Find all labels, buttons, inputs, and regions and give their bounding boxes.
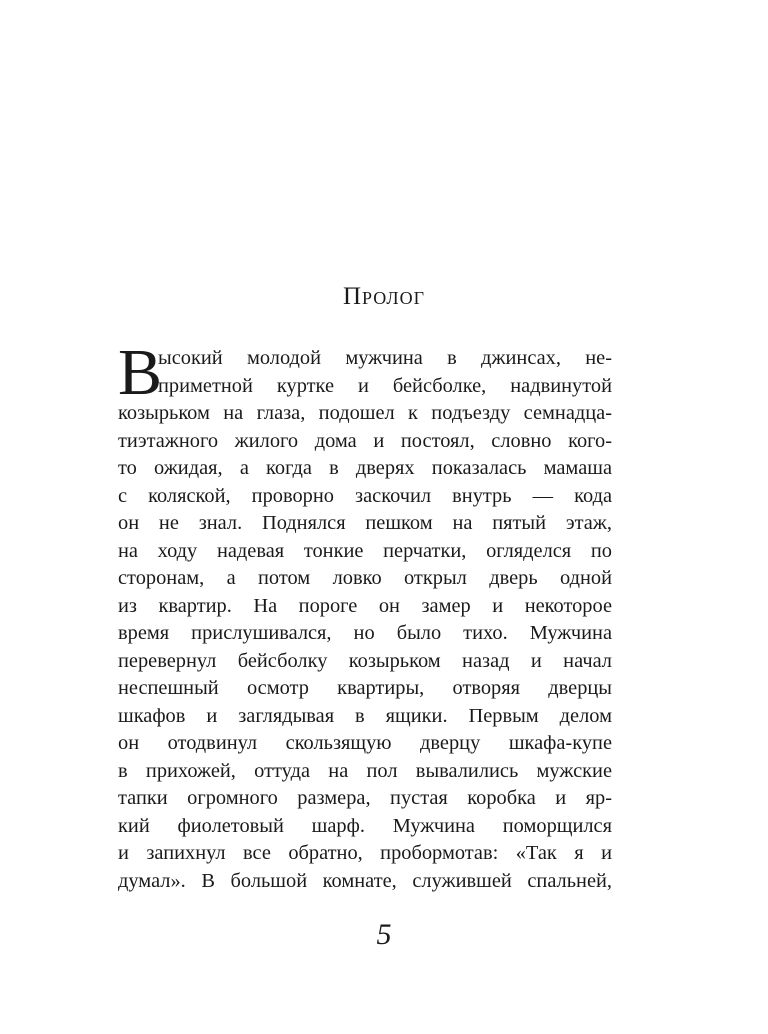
text-line: ысокий молодой мужчина в джинсах, не- bbox=[158, 347, 612, 369]
text-line: то ожидая, а когда в дверях показалась мамаша bbox=[118, 457, 612, 479]
page-number: 5 bbox=[376, 918, 392, 951]
chapter-text bbox=[118, 336, 612, 895]
text-line: кий фиолетовый шарф. Мужчина поморщился bbox=[118, 814, 612, 837]
text-line: перевернул бейсболку козырьком назад и начал bbox=[118, 649, 612, 672]
text-line: он отодвинул скользящую дверцу шкафа-купе bbox=[118, 732, 612, 754]
text-line: с коляской, проворно заскочил внутрь — кода bbox=[118, 484, 612, 507]
text-line: из квартир. На пороге он замер и некоторое bbox=[118, 594, 612, 617]
text-line: и запихнул все обратно, пробормотав: «Так я и bbox=[118, 842, 612, 864]
text-line: думал». В большой комнате, служившей спальней, bbox=[118, 869, 612, 892]
text-line: тиэтажного жилого дома и постоял, словно кого- bbox=[118, 429, 612, 452]
text-line: шкафов и заглядывая в ящики. Первым делом bbox=[118, 704, 612, 727]
drop-cap: В bbox=[118, 336, 163, 409]
text-line: тапки огромного размера, пустая коробка и яр- bbox=[118, 787, 612, 809]
text-line: козырьком на глаза, подошел к подъезду семнадца- bbox=[118, 402, 612, 424]
chapter-title: Пролог bbox=[342, 283, 425, 310]
text-line: неспешный осмотр квартиры, отворяя дверцы bbox=[118, 677, 612, 699]
text-line: он не знал. Поднялся пешком на пятый этаж, bbox=[118, 512, 612, 534]
text-line: приметной куртке и бейсболке, надвинутой bbox=[158, 374, 612, 397]
text-line: на ходу надевая тонкие перчатки, огляделся по bbox=[118, 539, 612, 562]
text-line: время прислушивался, но было тихо. Мужчина bbox=[118, 622, 612, 644]
text-line: сторонам, а потом ловко открыл дверь одной bbox=[118, 567, 612, 589]
text-line: в прихожей, оттуда на пол вывалились мужские bbox=[118, 759, 612, 782]
